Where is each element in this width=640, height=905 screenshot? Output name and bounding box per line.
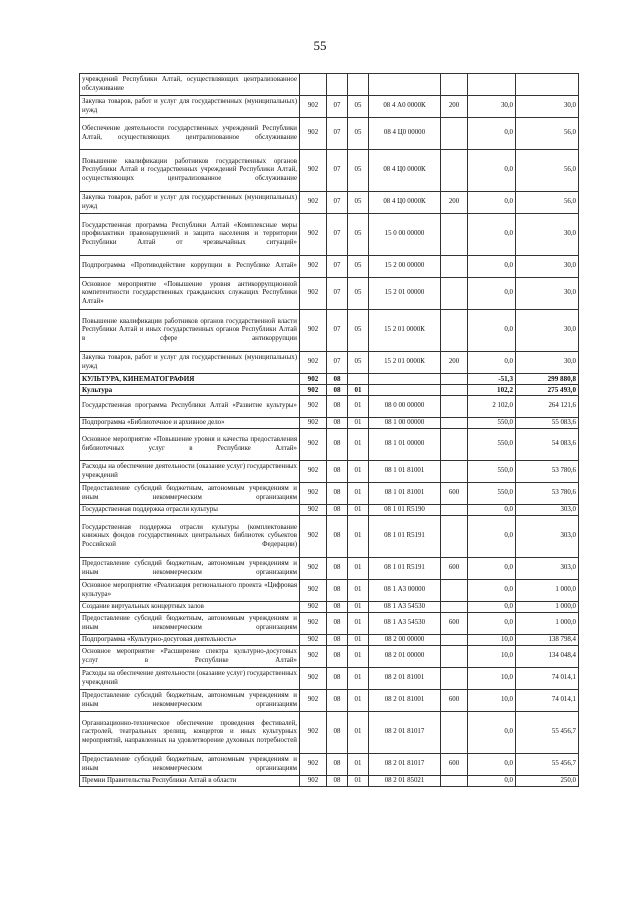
cell-admin-code: 902 [300, 646, 327, 668]
cell-admin-code: 902 [300, 580, 327, 602]
cell-target-article: 08 2 01 85021 [369, 776, 441, 787]
cell-sum-total: 30,0 [516, 352, 579, 374]
cell-section: 08 [327, 461, 348, 483]
table-row [80, 505, 579, 516]
cell-subsection: 01 [348, 429, 369, 461]
cell-name: Премии Правительства Республики Алтай в области [80, 776, 300, 787]
cell-admin-code: 902 [300, 483, 327, 505]
cell-subsection: 01 [348, 396, 369, 418]
cell-target-article: 08 2 01 81017 [369, 754, 441, 776]
cell-target-article: 08 0 00 00000 [369, 396, 441, 418]
cell-target-article: 08 1 01 81001 [369, 483, 441, 505]
cell-expense-type [441, 418, 468, 429]
cell-section: 07 [327, 256, 348, 278]
cell-subsection: 01 [348, 613, 369, 635]
cell-admin-code: 902 [300, 613, 327, 635]
table-row [80, 74, 579, 96]
cell-sum-change: 10,0 [468, 690, 516, 712]
cell-target-article: 08 1 01 R5191 [369, 558, 441, 580]
cell-sum-total: 1 000,0 [516, 602, 579, 613]
cell-expense-type: 200 [441, 192, 468, 214]
cell-expense-type: 600 [441, 558, 468, 580]
table-row [80, 96, 579, 118]
table-row [80, 214, 579, 256]
cell-sum-total: 1 000,0 [516, 613, 579, 635]
table-row [80, 776, 579, 787]
cell-admin-code: 902 [300, 776, 327, 787]
cell-subsection: 01 [348, 668, 369, 690]
table-body [80, 74, 579, 787]
cell-admin-code: 902 [300, 278, 327, 310]
cell-sum-total: 303,0 [516, 505, 579, 516]
cell-section: 08 [327, 483, 348, 505]
cell-target-article: 08 1 А3 54530 [369, 602, 441, 613]
cell-section: 07 [327, 118, 348, 150]
cell-expense-type [441, 256, 468, 278]
cell-expense-type [441, 385, 468, 396]
cell-sum-total [516, 74, 579, 96]
cell-subsection: 05 [348, 96, 369, 118]
cell-admin-code: 902 [300, 754, 327, 776]
cell-sum-total: 303,0 [516, 558, 579, 580]
cell-section: 07 [327, 352, 348, 374]
cell-admin-code: 902 [300, 635, 327, 646]
cell-expense-type [441, 429, 468, 461]
table-row [80, 646, 579, 668]
cell-sum-change: 10,0 [468, 635, 516, 646]
cell-sum-total: 55 083,6 [516, 418, 579, 429]
cell-admin-code: 902 [300, 602, 327, 613]
cell-expense-type [441, 150, 468, 192]
cell-target-article: 08 2 01 81001 [369, 668, 441, 690]
cell-name: Государственная программа Республики Алтай «Развитие культуры» [80, 396, 300, 418]
cell-expense-type [441, 635, 468, 646]
cell-expense-type [441, 74, 468, 96]
cell-expense-type: 600 [441, 483, 468, 505]
cell-expense-type: 600 [441, 613, 468, 635]
table-row [80, 613, 579, 635]
table-row [80, 192, 579, 214]
cell-sum-total: 138 798,4 [516, 635, 579, 646]
cell-sum-change: 0,0 [468, 580, 516, 602]
cell-admin-code: 902 [300, 505, 327, 516]
table-row [80, 690, 579, 712]
cell-admin-code: 902 [300, 668, 327, 690]
cell-sum-change: 550,0 [468, 429, 516, 461]
cell-subsection: 01 [348, 602, 369, 613]
cell-admin-code: 902 [300, 418, 327, 429]
cell-target-article: 08 4 А0 0000К [369, 96, 441, 118]
cell-sum-change: 0,0 [468, 505, 516, 516]
cell-section: 08 [327, 396, 348, 418]
cell-target-article: 08 2 01 81001 [369, 690, 441, 712]
table-row [80, 483, 579, 505]
cell-section: 07 [327, 192, 348, 214]
cell-sum-total: 56,0 [516, 150, 579, 192]
cell-sum-total: 275 493,0 [516, 385, 579, 396]
cell-sum-total: 30,0 [516, 278, 579, 310]
cell-name: Предоставление субсидий бюджетным, автономным учреждениям и иным некоммерческим организациям [80, 558, 300, 580]
cell-name: Культура [80, 385, 300, 396]
table-row [80, 150, 579, 192]
table-row [80, 461, 579, 483]
cell-target-article: 08 1 01 R5191 [369, 516, 441, 558]
cell-name: Закупка товаров, работ и услуг для государственных (муниципальных) нужд [80, 352, 300, 374]
table-row [80, 754, 579, 776]
cell-subsection: 05 [348, 118, 369, 150]
cell-target-article: 08 1 А3 00000 [369, 580, 441, 602]
cell-sum-total: 264 121,6 [516, 396, 579, 418]
cell-name: Организационно-техническое обеспечение проведения фестивалей, гастролей, театральных зрелищ, концертов и иных культурных мероприятий, направленных на удовлетворение духовных потребностей [80, 712, 300, 754]
cell-target-article: 15 0 00 00000 [369, 214, 441, 256]
cell-target-article: 08 2 00 00000 [369, 635, 441, 646]
cell-name: Предоставление субсидий бюджетным, автономным учреждениям и иным некоммерческим организациям [80, 690, 300, 712]
cell-name: Создание виртуальных концертных залов [80, 602, 300, 613]
table-row [80, 352, 579, 374]
table-row [80, 668, 579, 690]
cell-target-article: 08 1 01 00000 [369, 429, 441, 461]
cell-sum-change: 2 102,0 [468, 396, 516, 418]
cell-name: Расходы на обеспечение деятельности (оказание услуг) государственных учреждений [80, 461, 300, 483]
cell-sum-total: 250,0 [516, 776, 579, 787]
cell-section: 08 [327, 385, 348, 396]
cell-admin-code: 902 [300, 310, 327, 352]
cell-sum-change: 10,0 [468, 668, 516, 690]
cell-name: Основное мероприятие «Повышение уровня и качества предоставления библиотечных услуг в Республике Алтай» [80, 429, 300, 461]
cell-subsection [348, 374, 369, 385]
table-row [80, 429, 579, 461]
cell-sum-total: 30,0 [516, 310, 579, 352]
cell-admin-code [300, 74, 327, 96]
cell-section: 08 [327, 374, 348, 385]
cell-expense-type [441, 396, 468, 418]
cell-expense-type [441, 118, 468, 150]
cell-admin-code: 902 [300, 214, 327, 256]
cell-subsection: 01 [348, 461, 369, 483]
cell-sum-total: 53 780,6 [516, 461, 579, 483]
table-row [80, 418, 579, 429]
cell-sum-change: 550,0 [468, 418, 516, 429]
cell-subsection: 01 [348, 385, 369, 396]
cell-sum-total: 53 780,6 [516, 483, 579, 505]
cell-subsection: 05 [348, 150, 369, 192]
cell-sum-change: 0,0 [468, 558, 516, 580]
cell-expense-type [441, 278, 468, 310]
cell-section: 07 [327, 150, 348, 192]
cell-sum-total: 30,0 [516, 256, 579, 278]
cell-name: Повышение квалификации работников государственных органов Республики Алтай и государственных учреждений Республики Алтай, осуществляющих централизованное обслуживание [80, 150, 300, 192]
cell-sum-total: 55 456,7 [516, 712, 579, 754]
cell-admin-code: 902 [300, 374, 327, 385]
cell-target-article [369, 385, 441, 396]
cell-sum-total: 303,0 [516, 516, 579, 558]
cell-name: Подпрограмма «Противодействие коррупции в Республике Алтай» [80, 256, 300, 278]
cell-admin-code: 902 [300, 558, 327, 580]
cell-name: Подпрограмма «Библиотечное и архивное дело» [80, 418, 300, 429]
cell-section: 08 [327, 505, 348, 516]
cell-subsection: 01 [348, 635, 369, 646]
cell-subsection: 05 [348, 310, 369, 352]
cell-sum-change: 0,0 [468, 712, 516, 754]
cell-expense-type [441, 646, 468, 668]
cell-section: 08 [327, 516, 348, 558]
cell-sum-total: 30,0 [516, 96, 579, 118]
cell-sum-change: 0,0 [468, 602, 516, 613]
cell-admin-code: 902 [300, 352, 327, 374]
cell-target-article: 08 2 01 00000 [369, 646, 441, 668]
cell-section: 08 [327, 668, 348, 690]
cell-sum-change: 0,0 [468, 776, 516, 787]
cell-name: Основное мероприятие «Реализация регионального проекта «Цифровая культура» [80, 580, 300, 602]
cell-subsection: 01 [348, 646, 369, 668]
cell-name: учреждений Республики Алтай, осуществляющих централизованное обслуживание [80, 74, 300, 96]
cell-target-article: 08 4 Ц0 00000 [369, 118, 441, 150]
cell-expense-type [441, 461, 468, 483]
cell-subsection: 01 [348, 516, 369, 558]
cell-section: 07 [327, 310, 348, 352]
cell-sum-change: 0,0 [468, 118, 516, 150]
cell-target-article: 08 4 Ц0 0000К [369, 150, 441, 192]
cell-subsection: 05 [348, 256, 369, 278]
cell-section: 07 [327, 278, 348, 310]
cell-subsection: 01 [348, 505, 369, 516]
cell-sum-change: 0,0 [468, 352, 516, 374]
cell-subsection: 05 [348, 192, 369, 214]
cell-target-article: 08 4 Ц0 0000К [369, 192, 441, 214]
cell-target-article: 15 2 01 0000К [369, 352, 441, 374]
cell-expense-type [441, 214, 468, 256]
cell-sum-change: 550,0 [468, 461, 516, 483]
cell-sum-total: 299 880,8 [516, 374, 579, 385]
cell-admin-code: 902 [300, 150, 327, 192]
cell-admin-code: 902 [300, 256, 327, 278]
cell-name: Государственная поддержка отрасли культуры [80, 505, 300, 516]
cell-target-article: 08 1 01 R5190 [369, 505, 441, 516]
cell-section: 08 [327, 754, 348, 776]
cell-subsection: 01 [348, 690, 369, 712]
table-row [80, 310, 579, 352]
table-row [80, 278, 579, 310]
cell-target-article: 08 2 01 81017 [369, 712, 441, 754]
cell-expense-type [441, 310, 468, 352]
cell-target-article: 15 2 01 00000 [369, 278, 441, 310]
cell-expense-type: 600 [441, 754, 468, 776]
table-row [80, 256, 579, 278]
cell-target-article [369, 74, 441, 96]
cell-section: 08 [327, 646, 348, 668]
cell-subsection [348, 74, 369, 96]
cell-name: Предоставление субсидий бюджетным, автономным учреждениям и иным некоммерческим организациям [80, 613, 300, 635]
table-row [80, 712, 579, 754]
cell-subsection: 01 [348, 418, 369, 429]
table-row [80, 374, 579, 385]
cell-subsection: 05 [348, 352, 369, 374]
cell-sum-change [468, 74, 516, 96]
cell-subsection: 01 [348, 558, 369, 580]
table-row [80, 602, 579, 613]
cell-expense-type: 600 [441, 690, 468, 712]
cell-sum-change: 10,0 [468, 646, 516, 668]
cell-expense-type [441, 374, 468, 385]
cell-sum-change: 0,0 [468, 150, 516, 192]
cell-admin-code: 902 [300, 516, 327, 558]
cell-admin-code: 902 [300, 396, 327, 418]
cell-admin-code: 902 [300, 712, 327, 754]
cell-section: 07 [327, 96, 348, 118]
cell-sum-total: 74 014,1 [516, 668, 579, 690]
table-row [80, 396, 579, 418]
cell-sum-total: 55 456,7 [516, 754, 579, 776]
cell-admin-code: 902 [300, 118, 327, 150]
cell-admin-code: 902 [300, 429, 327, 461]
table-row [80, 118, 579, 150]
cell-name: КУЛЬТУРА, КИНЕМАТОГРАФИЯ [80, 374, 300, 385]
cell-target-article: 08 1 А3 54530 [369, 613, 441, 635]
cell-sum-change: 0,0 [468, 192, 516, 214]
cell-target-article: 08 1 00 00000 [369, 418, 441, 429]
cell-section: 08 [327, 690, 348, 712]
cell-admin-code: 902 [300, 192, 327, 214]
page-number: 55 [313, 38, 327, 53]
cell-expense-type [441, 776, 468, 787]
cell-name: Предоставление субсидий бюджетным, автономным учреждениям и иным некоммерческим организациям [80, 483, 300, 505]
cell-sum-change: 30,0 [468, 96, 516, 118]
cell-subsection: 05 [348, 214, 369, 256]
cell-subsection: 01 [348, 483, 369, 505]
cell-sum-total: 1 000,0 [516, 580, 579, 602]
cell-name: Государственная программа Республики Алтай «Комплексные меры профилактики правонарушений и защита населения и территории Республики Алтай от чрезвычайных ситуаций» [80, 214, 300, 256]
cell-target-article: 08 1 01 81001 [369, 461, 441, 483]
cell-sum-change: 102,2 [468, 385, 516, 396]
cell-expense-type: 200 [441, 352, 468, 374]
cell-sum-change: 550,0 [468, 483, 516, 505]
cell-sum-change: 0,0 [468, 613, 516, 635]
cell-sum-total: 30,0 [516, 214, 579, 256]
cell-name: Государственная поддержка отрасли культуры (комплектование книжных фондов государственных центральных библиотек субъектов Российской Федерации) [80, 516, 300, 558]
cell-sum-total: 56,0 [516, 192, 579, 214]
cell-sum-total: 56,0 [516, 118, 579, 150]
cell-name: Основное мероприятие «Расширение спектра культурно-досуговых услуг в Республике Алтай» [80, 646, 300, 668]
cell-sum-change: 0,0 [468, 256, 516, 278]
cell-section: 08 [327, 613, 348, 635]
cell-subsection: 01 [348, 580, 369, 602]
cell-subsection: 01 [348, 754, 369, 776]
cell-expense-type [441, 602, 468, 613]
cell-name: Закупка товаров, работ и услуг для государственных (муниципальных) нужд [80, 96, 300, 118]
cell-sum-change: -51,3 [468, 374, 516, 385]
cell-section: 08 [327, 635, 348, 646]
cell-expense-type [441, 580, 468, 602]
cell-section: 08 [327, 558, 348, 580]
budget-table [79, 73, 579, 787]
cell-target-article: 15 2 01 0000К [369, 310, 441, 352]
cell-name: Обеспечение деятельности государственных учреждений Республики Алтай, осуществляющих централизованное обслуживание [80, 118, 300, 150]
cell-name: Предоставление субсидий бюджетным, автономным учреждениям и иным некоммерческим организациям [80, 754, 300, 776]
cell-subsection: 05 [348, 278, 369, 310]
cell-admin-code: 902 [300, 96, 327, 118]
cell-subsection: 01 [348, 776, 369, 787]
cell-expense-type [441, 516, 468, 558]
cell-section: 07 [327, 214, 348, 256]
table-row [80, 516, 579, 558]
cell-name: Расходы на обеспечение деятельности (оказание услуг) государственных учреждений [80, 668, 300, 690]
cell-sum-total: 74 014,1 [516, 690, 579, 712]
cell-sum-change: 0,0 [468, 754, 516, 776]
cell-section: 08 [327, 776, 348, 787]
cell-name: Повышение квалификации работников органов государственной власти Республики Алтай и иных государственных органов Республики Алтай в сфере антикоррупции [80, 310, 300, 352]
cell-expense-type [441, 668, 468, 690]
cell-name: Закупка товаров, работ и услуг для государственных (муниципальных) нужд [80, 192, 300, 214]
cell-expense-type [441, 712, 468, 754]
cell-section [327, 74, 348, 96]
cell-sum-total: 54 083,6 [516, 429, 579, 461]
table-row [80, 580, 579, 602]
cell-expense-type: 200 [441, 96, 468, 118]
cell-section: 08 [327, 602, 348, 613]
table-row [80, 385, 579, 396]
cell-section: 08 [327, 418, 348, 429]
cell-sum-change: 0,0 [468, 214, 516, 256]
cell-section: 08 [327, 429, 348, 461]
cell-section: 08 [327, 580, 348, 602]
cell-expense-type [441, 505, 468, 516]
cell-sum-change: 0,0 [468, 310, 516, 352]
cell-name: Основное мероприятие «Повышение уровня антикоррупционной компетентности государственных гражданских служащих Республики Алтай» [80, 278, 300, 310]
cell-section: 08 [327, 712, 348, 754]
cell-subsection: 01 [348, 712, 369, 754]
cell-target-article: 15 2 00 00000 [369, 256, 441, 278]
cell-admin-code: 902 [300, 385, 327, 396]
cell-admin-code: 902 [300, 461, 327, 483]
cell-target-article [369, 374, 441, 385]
cell-sum-change: 0,0 [468, 516, 516, 558]
cell-name: Подпрограмма «Культурно-досуговая деятельность» [80, 635, 300, 646]
table-row [80, 558, 579, 580]
table-row [80, 635, 579, 646]
cell-admin-code: 902 [300, 690, 327, 712]
cell-sum-total: 134 048,4 [516, 646, 579, 668]
cell-sum-change: 0,0 [468, 278, 516, 310]
